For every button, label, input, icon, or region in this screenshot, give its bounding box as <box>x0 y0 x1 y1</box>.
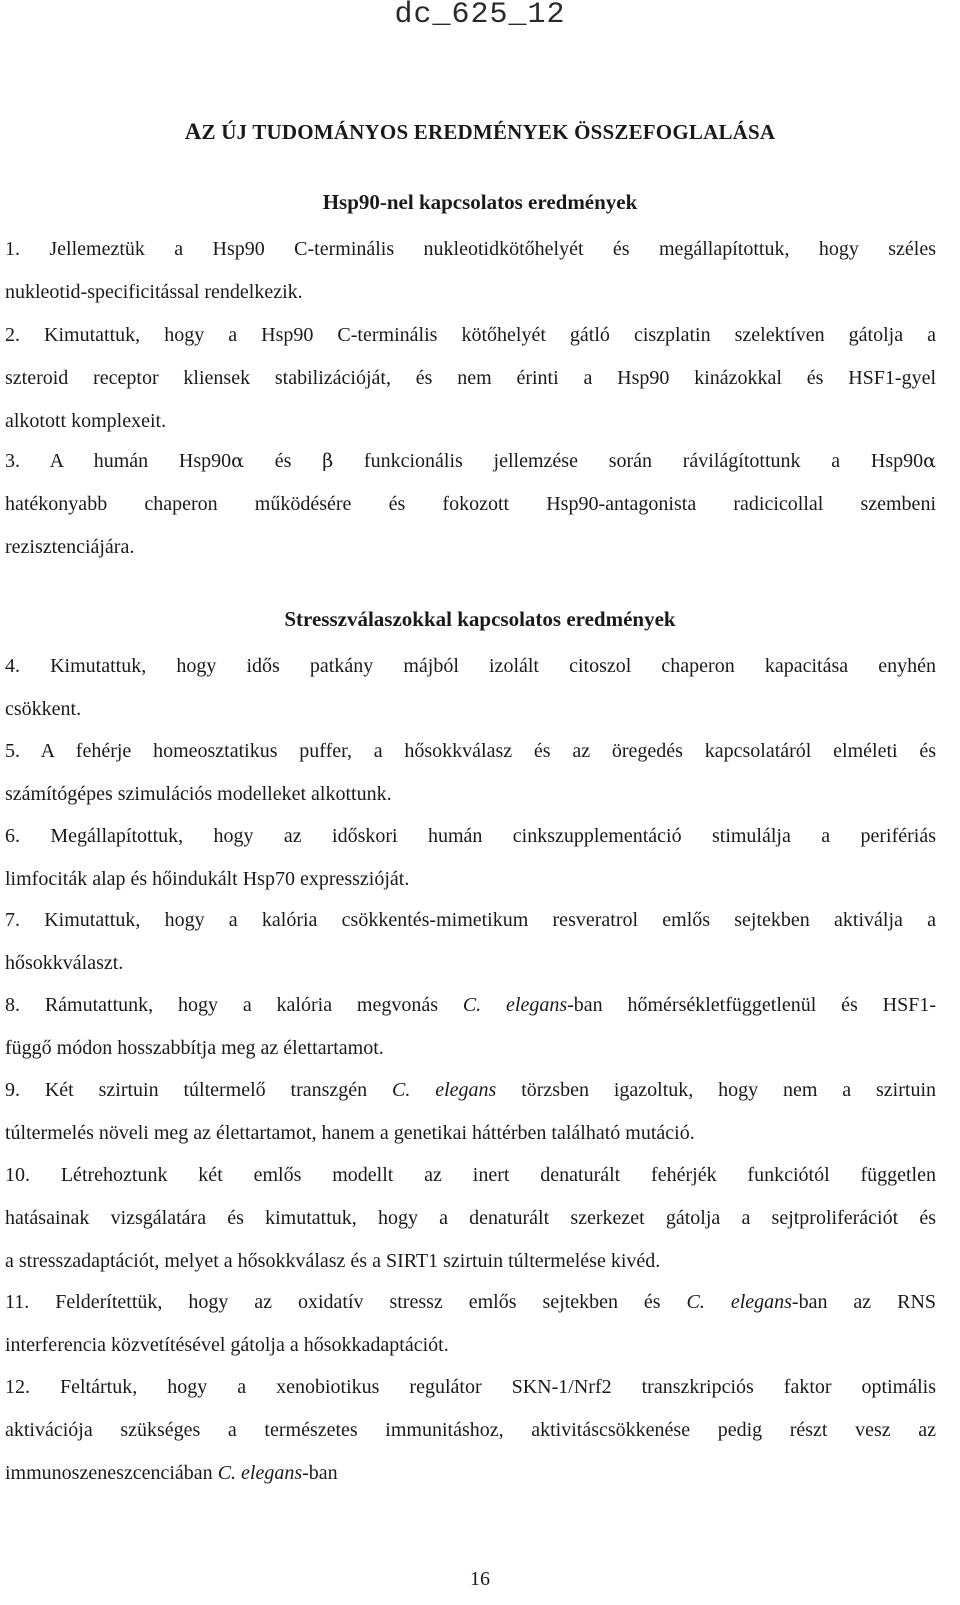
text-run: -ban <box>302 1462 338 1484</box>
result-item-line: aktivációja szükséges a természetes immunitáshoz, aktivitáscsökkenése pedig részt vesz az <box>5 1419 936 1441</box>
result-item-1 <box>5 228 936 314</box>
text-run: 8. Rámutattunk, hogy a kalória megvonás <box>5 994 463 1016</box>
text-run: 9. Két szirtuin túltermelő transzgén <box>5 1079 393 1101</box>
page-title-initial: A <box>184 119 202 144</box>
result-item-line: alkotott komplexeit. <box>5 410 167 432</box>
alpha-symbol: α <box>231 450 245 472</box>
result-item-line: hatékonyabb chaperon működésére és fokozott Hsp90-antagonista radicicollal szembeni <box>5 493 936 515</box>
result-item-10 <box>5 1154 936 1283</box>
result-item-7 <box>5 899 936 985</box>
result-item-line: 7. Kimutattuk, hogy a kalória csökkentés-mimetikum resveratrol emlős sejtekben aktiválja a <box>5 909 936 931</box>
result-item-5 <box>5 730 936 816</box>
result-item-line: 12. Feltártuk, hogy a xenobiotikus regulátor SKN-1/Nrf2 transzkripciós faktor optimális <box>5 1376 936 1398</box>
alpha-symbol: α <box>923 450 936 472</box>
result-item-line: 2. Kimutattuk, hogy a Hsp90 C-terminális kötőhelyét gátló ciszplatin szelektíven gátolja a <box>5 324 936 346</box>
result-item-8 <box>5 984 936 1070</box>
result-item-line: rezisztenciájára. <box>5 536 135 558</box>
result-item-line: számítógépes szimulációs modelleket alkottunk. <box>5 783 392 805</box>
result-item-line <box>5 1281 936 1324</box>
result-item-line: csökkent. <box>5 698 82 720</box>
result-item-line: 5. A fehérje homeosztatikus puffer, a hősokkválasz és az öregedés kapcsolatáról elméleti és <box>5 740 936 762</box>
result-item-9 <box>5 1069 936 1155</box>
result-item-line <box>5 1069 936 1112</box>
result-item-line: interferencia közvetítésével gátolja a hősokkadaptációt. <box>5 1334 449 1356</box>
result-item-line <box>5 440 936 483</box>
text-run: törzsben igazoltuk, hogy nem a szirtuin <box>496 1079 937 1101</box>
section-heading-stress: Stresszválaszokkal kapcsolatos eredmények <box>284 607 676 631</box>
result-item-4 <box>5 645 936 731</box>
text-run: immunoszeneszcenciában <box>5 1462 218 1484</box>
text-run: -ban az RNS <box>791 1291 937 1313</box>
result-item-line: hősokkválaszt. <box>5 952 124 974</box>
text-run: funkcionális jellemzése során rávilágítottunk a Hsp90 <box>333 450 924 472</box>
species-name: C. elegans <box>217 1462 303 1484</box>
species-name: C. elegans <box>462 994 568 1016</box>
document-id: dc_625_12 <box>394 0 566 32</box>
text-run: 11. Felderítettük, hogy az oxidatív stressz emlős sejtekben és <box>5 1291 687 1313</box>
result-item-line: túltermelés növeli meg az élettartamot, hanem a genetikai háttérben található mutáció. <box>5 1122 695 1144</box>
result-item-3 <box>5 440 936 569</box>
species-name: C. elegans <box>686 1291 792 1313</box>
result-item-2 <box>5 314 936 443</box>
result-item-line: 4. Kimutattuk, hogy idős patkány májból izolált citoszol chaperon kapacitása enyhén <box>5 655 936 677</box>
result-item-11 <box>5 1281 936 1367</box>
section-heading-hsp90: Hsp90-nel kapcsolatos eredmények <box>322 190 638 214</box>
text-run: -ban hőmérsékletfüggetlenül és HSF1- <box>567 994 937 1016</box>
result-item-line: szteroid receptor kliensek stabilizációját, és nem érinti a Hsp90 kinázokkal és HSF1-gyel <box>5 367 936 389</box>
result-item-line: hatásainak vizsgálatára és kimutattuk, hogy a denaturált szerkezet gátolja a sejtproliferációt és <box>5 1207 936 1229</box>
beta-symbol: β <box>322 450 334 472</box>
result-item-line: 6. Megállapítottuk, hogy az időskori humán cinkszupplementáció stimulálja a perifériás <box>5 825 936 847</box>
result-item-12 <box>5 1366 936 1495</box>
result-item-line <box>5 984 936 1027</box>
page-number: 16 <box>470 1568 490 1590</box>
page-title <box>0 119 960 145</box>
text-run: és <box>244 450 323 472</box>
result-item-line: 10. Létrehoztunk két emlős modellt az inert denaturált fehérjék funkciótól független <box>5 1164 936 1186</box>
species-name: C. elegans <box>392 1079 497 1101</box>
result-item-line <box>5 1452 936 1495</box>
result-item-line: limfociták alap és hőindukált Hsp70 expresszióját. <box>5 868 410 890</box>
result-item-line: 1. Jellemeztük a Hsp90 C-terminális nukleotidkötőhelyét és megállapítottuk, hogy széles <box>5 238 936 260</box>
result-item-line: függő módon hosszabbítja meg az élettartamot. <box>5 1037 384 1059</box>
result-item-6 <box>5 815 936 901</box>
result-item-line: nukleotid-specificitással rendelkezik. <box>5 281 303 303</box>
result-item-line: a stresszadaptációt, melyet a hősokkválasz és a SIRT1 szirtuin túltermelése kivéd. <box>5 1250 661 1272</box>
text-run: 3. A humán Hsp90 <box>5 450 232 472</box>
page-title-rest: Z ÚJ TUDOMÁNYOS EREDMÉNYEK ÖSSZEFOGLALÁSA <box>201 120 776 144</box>
